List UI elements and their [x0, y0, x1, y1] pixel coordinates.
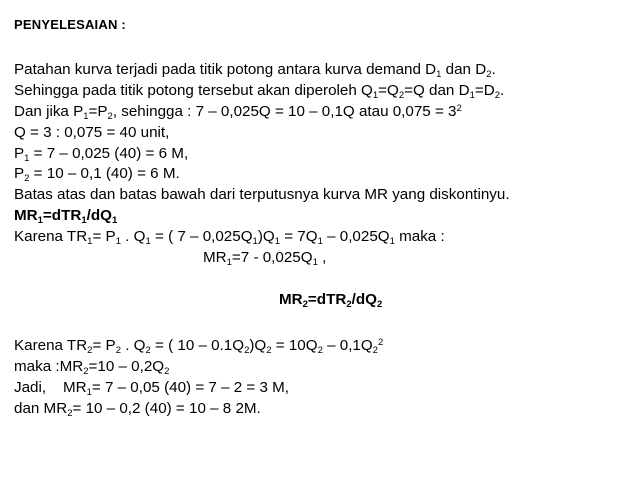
text-line-p2: $P_2 = 10 - 0,1$ (40) = 6 M.	[14, 165, 180, 184]
text-line-q-value: Q = 3 : 0,075 = 40 unit,	[14, 124, 170, 141]
text-line-tr2: Karena $TR_2= P_2$ . $Q_2$ = ( $10 - 0.1Q_2)Q_2 = 10Q_2 - 0,1Q_2^2$	[14, 337, 384, 356]
section-heading: PENYELESAIAN :	[14, 17, 126, 32]
text-line-equation: Dan jika $P_1=P_2$, sehingga : 7 – 0,025Q = 10 – 0,1Q atau $0,075 = 3^2$	[14, 103, 462, 122]
text-line-mr1-value: Jadi, $MR_1= 7 - 0,05$ (40) = 7 – 2 = 3 M,	[14, 379, 290, 398]
text-line-intersection: Sehingga pada titik potong tersebut akan diperoleh $Q_1=Q_2=Q$ dan $D_1=D_2$.	[14, 82, 505, 101]
formula-mr1-result: $MR_1=7 - 0,025Q_1$ ,	[203, 249, 327, 268]
text-line-tr1: Karena $TR_1= P_1$ . $Q_1$ = ( $7 - 0,025Q_1)Q_1 = 7Q_1 - 0,025Q_1$ maka :	[14, 228, 445, 247]
text-line-kink: Patahan kurva terjadi pada titik potong antara kurva demand $D_1$ dan $D_2$.	[14, 61, 496, 80]
formula-mr2: $MR_2=dTR_2/dQ_2$	[279, 291, 383, 310]
text-line-mr2-value: dan $MR_2= 10 - 0,2$ (40) = 10 – 8 2M.	[14, 400, 261, 419]
text-line-p1: $P_1 = 7 - 0,025$ (40) = 6 M,	[14, 145, 189, 164]
text-line-bounds: Batas atas dan batas bawah dari terputusnya kurva MR yang diskontinyu.	[14, 186, 510, 203]
text-line-mr2-result: maka $:MR_2=10 - 0,2Q_2$	[14, 358, 170, 377]
formula-mr1: $MR_1=dTR_1/dQ_1$	[14, 207, 118, 226]
